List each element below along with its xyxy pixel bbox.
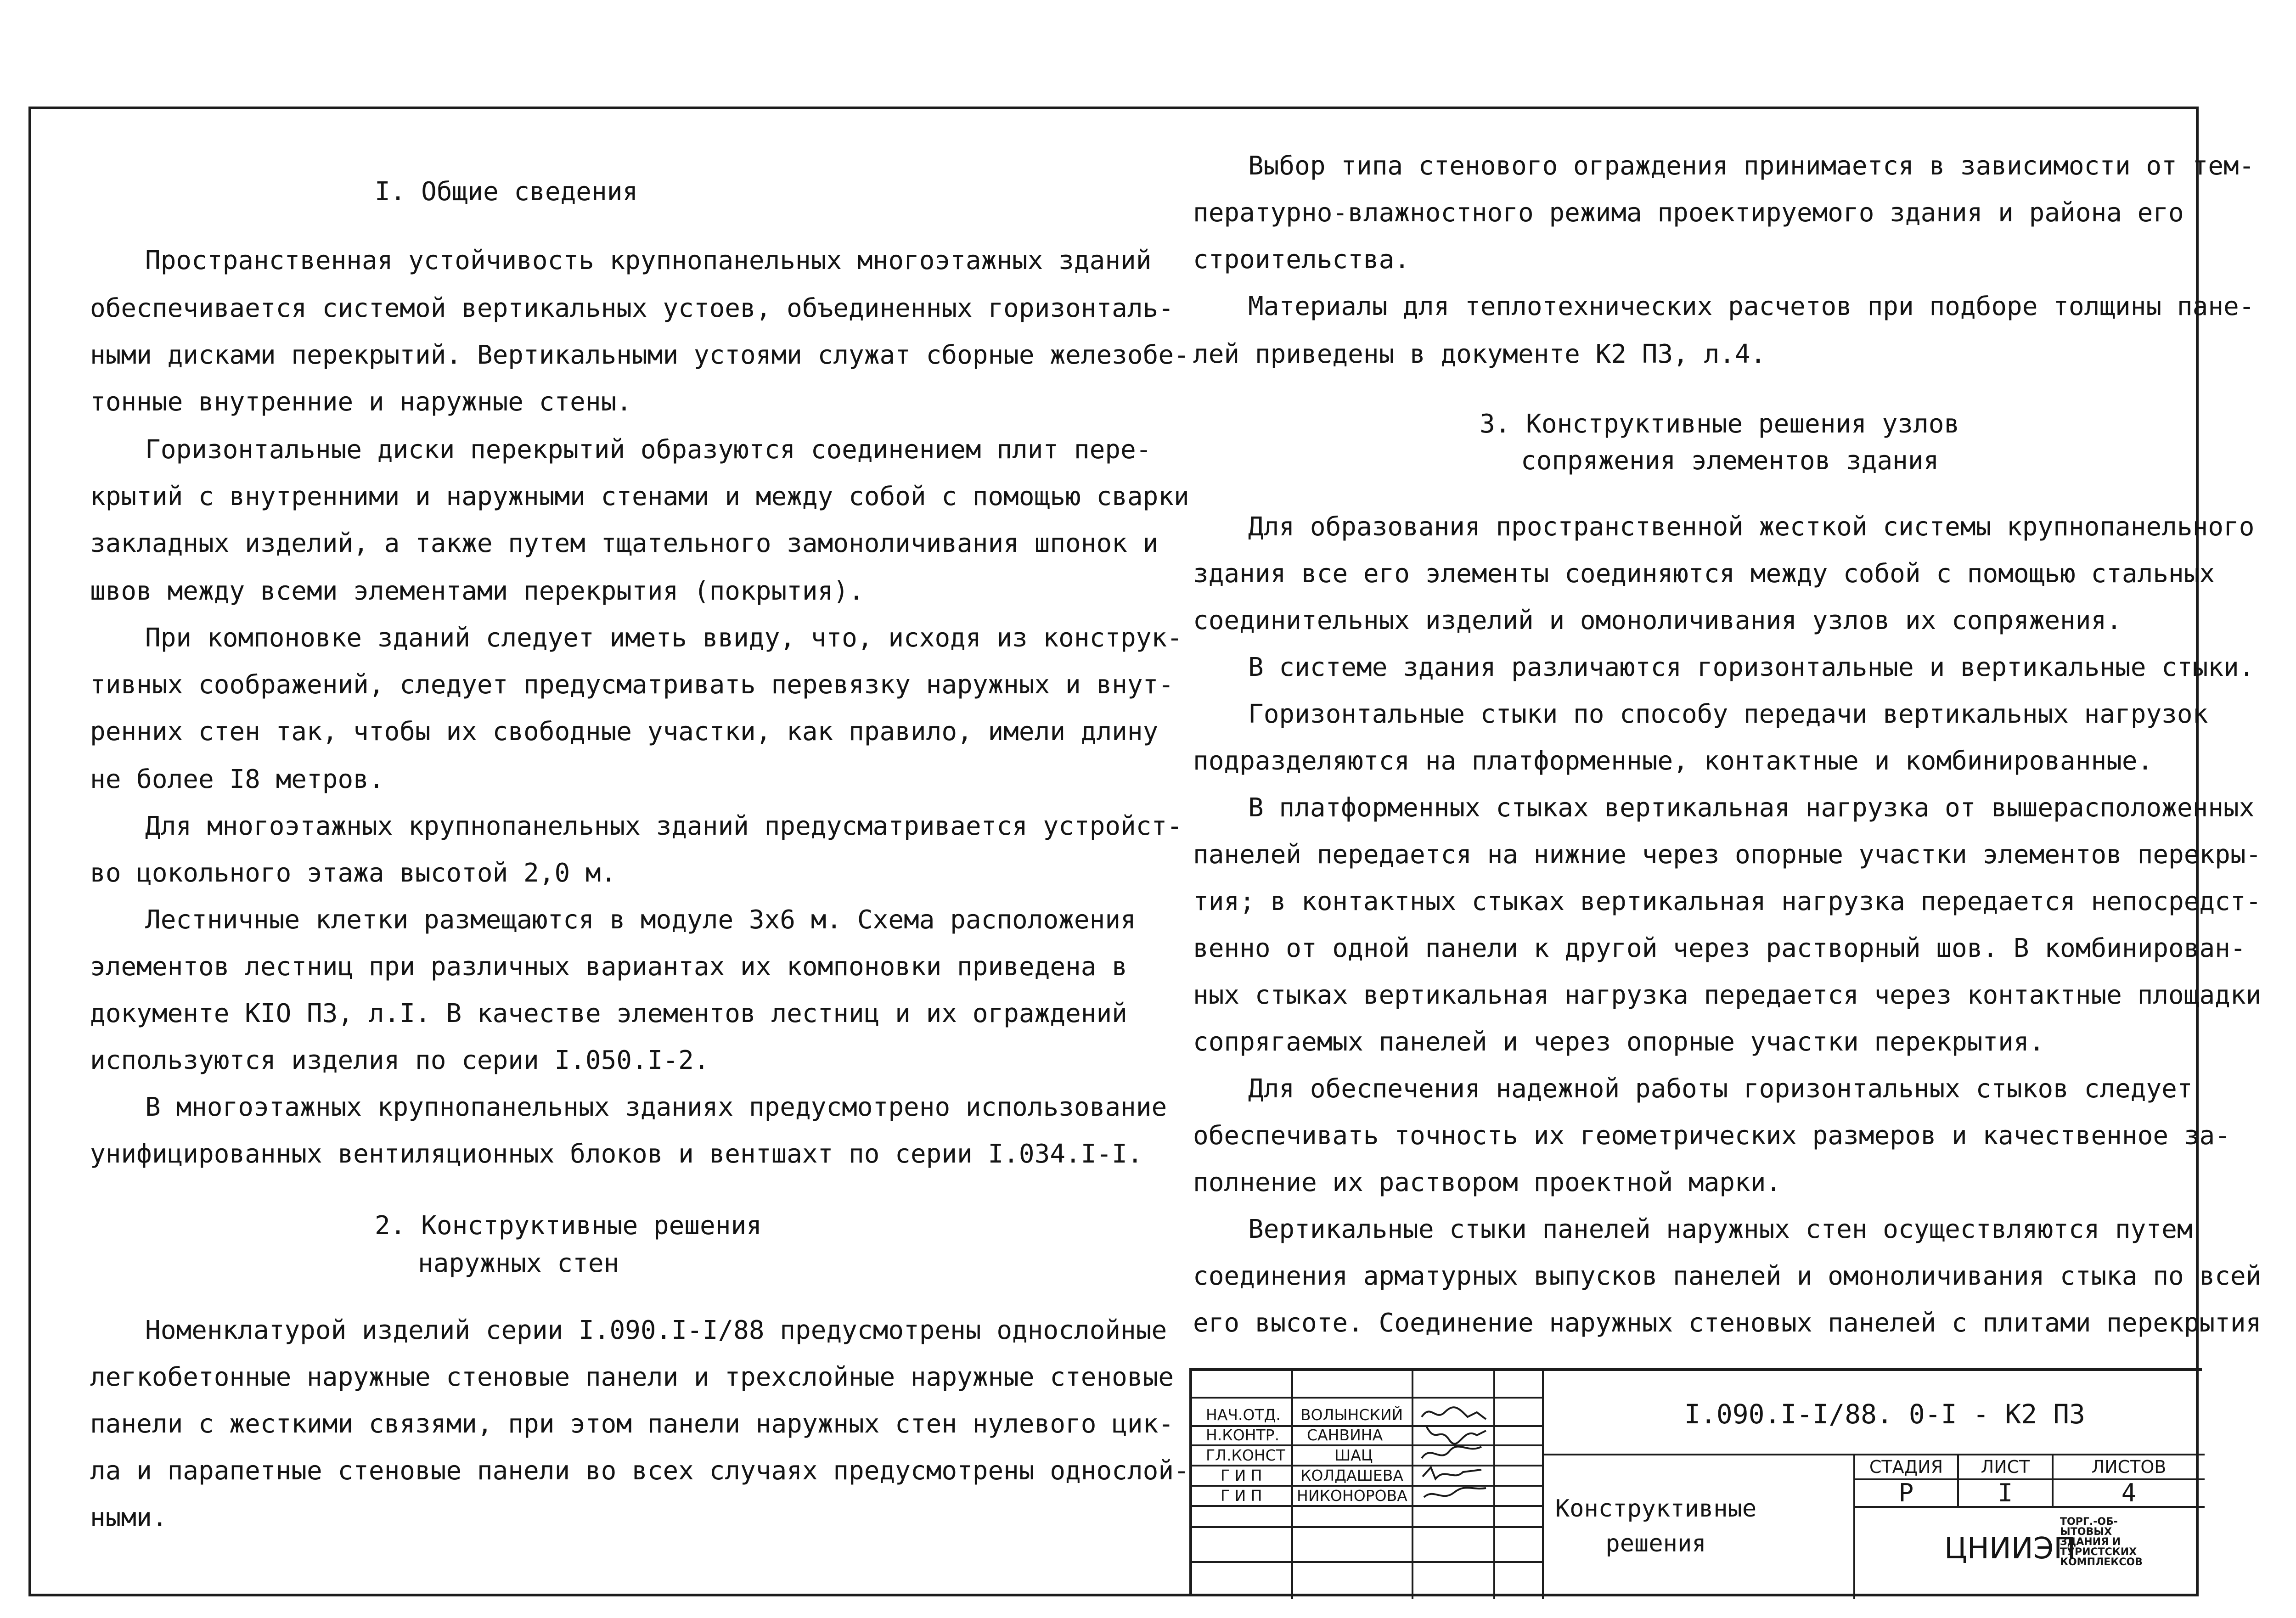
signer-name: КОЛДАШЕВА — [1300, 1466, 1403, 1484]
text-line: панели с жесткими связями, при этом панели наружных стен нулевого цик- — [90, 1409, 1174, 1439]
text-line: швов между всеми элементами перекрытия (покрытия). — [90, 576, 864, 606]
text-line: тонные внутренние и наружные стены. — [90, 387, 632, 417]
text-line: соединительных изделий и омоноличивания узлов их сопряжения. — [1193, 606, 2122, 635]
text-line: лей приведены в документе К2 ПЗ, л.4. — [1193, 339, 1766, 369]
text-line: унифицированных вентиляционных блоков и вентшахт по серии I.034.I-I. — [90, 1139, 1143, 1169]
role-label: Г И П — [1221, 1466, 1262, 1484]
text-line: ных стыках вертикальная нагрузка передается через контактные площадки — [1193, 980, 2262, 1010]
text-line: используются изделия по серии I.050.I-2. — [90, 1045, 709, 1075]
text-line: обеспечивать точность их геометрических размеров и качественное за- — [1193, 1121, 2230, 1151]
text-line: тивных соображений, следует предусматривать перевязку наружных и внут- — [90, 670, 1174, 700]
signer-name: ВОЛЫНСКИЙ — [1300, 1406, 1403, 1424]
organization-name: ЦНИИЭП — [1944, 1532, 2076, 1566]
role-label: Н.КОНТР. — [1206, 1426, 1280, 1444]
text-line: подразделяются на платформенные, контактные и комбинированные. — [1193, 746, 2153, 776]
text-line: не более I8 метров. — [90, 764, 384, 794]
text-line: ла и парапетные стеновые панели во всех случаях предусмотрены однослой- — [90, 1456, 1189, 1486]
text-line: Пространственная устойчивость крупнопанельных многоэтажных зданий — [145, 246, 1152, 275]
text-line: во цокольного этажа высотой 2,0 м. — [90, 858, 617, 888]
section-3-subtitle: сопряжения элементов здания — [1521, 446, 1939, 476]
text-line: здания все его элементы соединяются между собой с помощью стальных — [1193, 559, 2215, 589]
role-label: НАЧ.ОТД. — [1206, 1406, 1281, 1424]
section-2-title: 2. Конструктивные решения — [375, 1211, 762, 1241]
section-2-subtitle: наружных стен — [418, 1248, 619, 1278]
text-line: Выбор типа стенового ограждения принимается в зависимости от тем- — [1248, 151, 2255, 181]
text-line: документе КIО ПЗ, л.I. В качестве элементов лестниц и их ограждений — [90, 999, 1127, 1028]
text-line: полнение их раствором проектной марки. — [1193, 1168, 1782, 1197]
text-line: В многоэтажных крупнопанельных зданиях предусмотрено использование — [145, 1092, 1167, 1122]
role-label: ГЛ.КОНСТ — [1206, 1446, 1285, 1464]
text-line: Горизонтальные диски перекрытий образуются соединением плит пере- — [145, 435, 1152, 465]
text-line: ренних стен так, чтобы их свободные участки, как правило, имели длину — [90, 717, 1159, 747]
text-line: В системе здания различаются горизонтальные и вертикальные стыки. — [1248, 652, 2255, 682]
drawing-sheet — [28, 107, 2262, 1596]
sheets-label: ЛИСТОВ — [2091, 1457, 2167, 1477]
text-line: Горизонтальные стыки по способу передачи вертикальных нагрузок — [1248, 699, 2208, 729]
text-line: сопрягаемых панелей и через опорные участки перекрытия. — [1193, 1027, 2045, 1057]
organization-description: ТОРГ.-ОБ- ЫТОВЫХ ЗДАНИЯ И ТУРИСТСКИХ КОМПЛЕКСОВ — [2060, 1516, 2143, 1568]
text-line: его высоте. Соединение наружных стеновых панелей с плитами перекрытия — [1193, 1308, 2262, 1338]
text-line: легкобетонные наружные стеновые панели и трехслойные наружные стеновые — [90, 1362, 1174, 1392]
signer-name: САНВИНА — [1307, 1426, 1383, 1444]
text-line: Вертикальные стыки панелей наружных стен осуществляются путем — [1248, 1214, 2193, 1244]
text-line: Материалы для теплотехнических расчетов при подборе толщины пане- — [1248, 292, 2255, 321]
signer-name: НИКОНОРОВА — [1297, 1487, 1407, 1505]
sheet-title: Конструктивные — [1555, 1495, 1757, 1522]
text-line: Для образования пространственной жесткой системы крупнопанельного — [1248, 512, 2255, 542]
section-1-title: I. Общие сведения — [375, 177, 638, 207]
text-line: ными дисками перекрытий. Вертикальными устоями служат сборные железобе- — [90, 340, 1189, 370]
text-line: ными. — [90, 1503, 168, 1533]
text-line: При компоновке зданий следует иметь ввиду, что, исходя из конструк- — [145, 623, 1182, 653]
text-line: элементов лестниц при различных вариантах их компоновки приведена в — [90, 952, 1127, 982]
handwritten-signatures — [1417, 1399, 1491, 1509]
stage-value: Р — [1898, 1478, 1914, 1507]
text-line: Номенклатурой изделий серии I.090.I-I/88 предусмотрены однослойные — [145, 1315, 1167, 1345]
section-3-title: 3. Конструктивные решения узлов — [1480, 409, 1960, 439]
text-line: соединения арматурных выпусков панелей и омоноличивания стыка по всей — [1193, 1261, 2262, 1291]
sheet-label: ЛИСТ — [1981, 1457, 2030, 1477]
text-line: строительства. — [1193, 245, 1410, 275]
sheets-value: 4 — [2121, 1478, 2137, 1507]
text-line: Лестничные клетки размещаются в модуле 3х6 м. Схема расположения — [145, 905, 1136, 935]
text-line: В платформенных стыках вертикальная нагрузка от вышерасположенных — [1248, 793, 2255, 823]
signer-name: ШАЦ — [1334, 1446, 1373, 1464]
text-line: закладных изделий, а также путем тщательного замоноличивания шпонок и — [90, 528, 1159, 558]
text-line: Для обеспечения надежной работы горизонтальных стыков следует — [1248, 1074, 2193, 1104]
text-line: тия; в контактных стыках вертикальная нагрузка передается непосредст- — [1193, 887, 2262, 916]
role-label: Г И П — [1221, 1487, 1262, 1505]
sheet-value: I — [1998, 1478, 2013, 1507]
stage-label: СТАДИЯ — [1869, 1457, 1943, 1477]
title-block — [1189, 1368, 2202, 1596]
text-line: венно от одной панели к другой через растворный шов. В комбинирован- — [1193, 933, 2246, 963]
text-line: пературно-влажностного режима проектируемого здания и района его — [1193, 198, 2184, 228]
text-line: крытий с внутренними и наружными стенами и между собой с помощью сварки — [90, 482, 1189, 511]
text-line: обеспечивается системой вертикальных устоев, объединенных горизонталь- — [90, 293, 1174, 323]
sheet-title-2: решения — [1605, 1530, 1706, 1557]
text-line: панелей передается на нижние через опорные участки элементов перекры- — [1193, 840, 2262, 870]
text-line: Для многоэтажных крупнопанельных зданий предусматривается устройст- — [145, 811, 1182, 841]
document-code: I.090.I-I/88. 0-I - К2 ПЗ — [1684, 1399, 2085, 1430]
